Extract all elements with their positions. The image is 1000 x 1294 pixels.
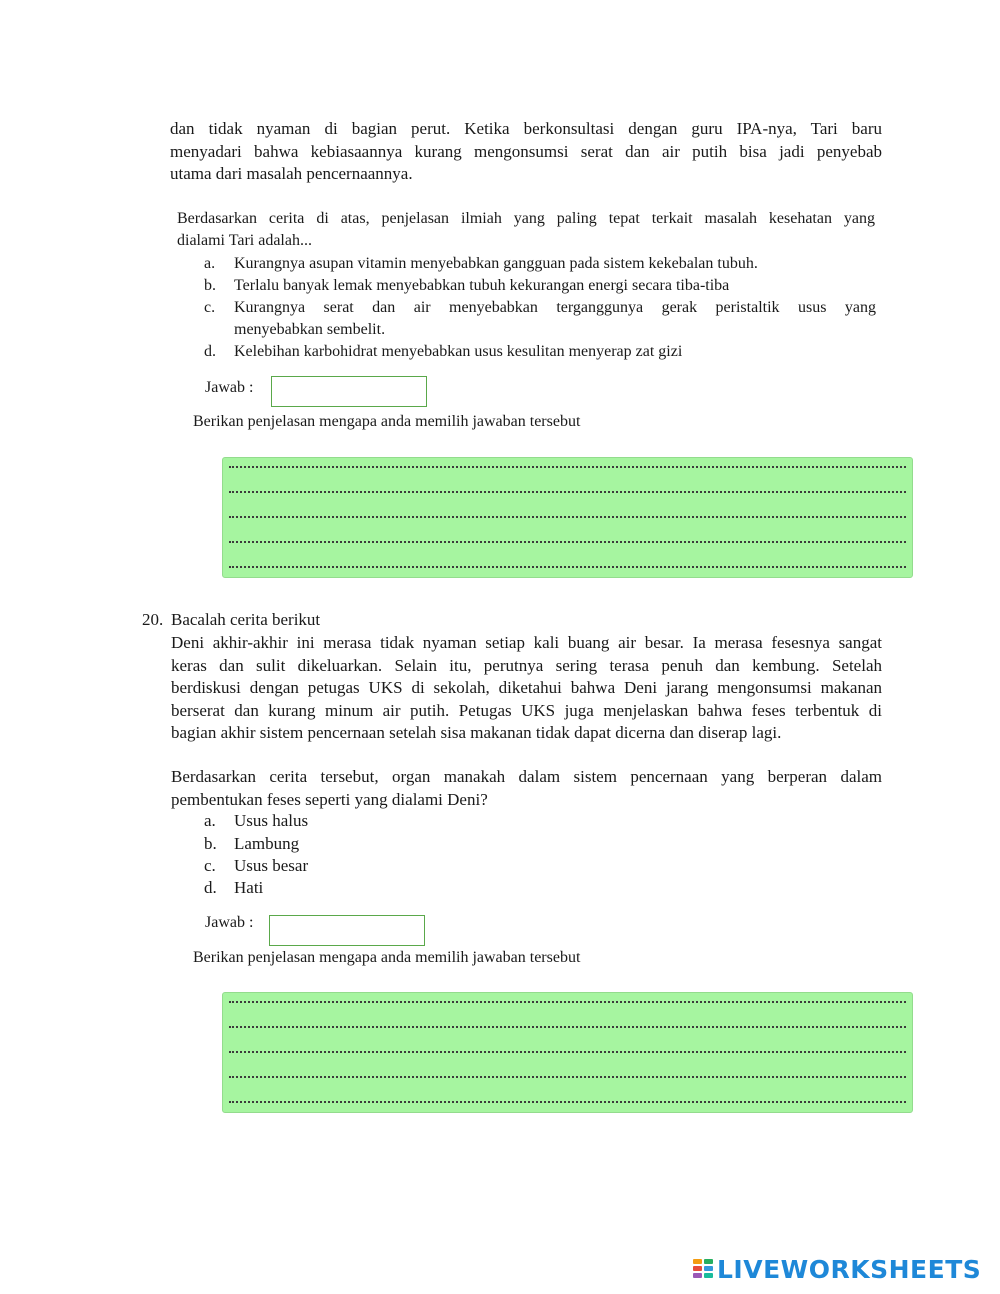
dotted-line — [229, 491, 906, 493]
dotted-line — [229, 1076, 906, 1078]
q20-title: Bacalah cerita berikut — [171, 610, 321, 629]
q20-option-a — [204, 810, 604, 832]
liveworksheets-logo-icon — [693, 1257, 715, 1281]
liveworksheets-logo — [693, 1253, 981, 1285]
option-text: Terlalu banyak lemak menyebabkan tubuh kekurangan energi secara tiba-tiba — [234, 277, 730, 294]
story-line: dan tidak nyaman di bagian perut. Ketika berkonsultasi dengan guru IPA-nya, Tari baru — [170, 119, 882, 138]
q19-option-d — [204, 341, 876, 363]
q19-option-c — [204, 297, 876, 341]
q19-jawab-label: Jawab : — [205, 379, 254, 396]
option-letter: c. — [204, 856, 216, 875]
question-line: pembentukan feses seperti yang dialami Deni? — [171, 789, 488, 809]
q20-jawab-label: Jawab : — [205, 914, 254, 931]
story-continuation — [170, 118, 882, 186]
story-line: berdiskusi dengan petugas UKS di sekolah, diketahui bahwa Deni jarang mengonsumsi makanan — [171, 678, 882, 697]
dotted-line — [229, 1051, 906, 1053]
story-line: bagian akhir sistem pencernaan setelah sisa makanan tidak dapat dicerna dan diserap lagi. — [171, 723, 782, 742]
q20-question — [171, 766, 882, 811]
q20-story — [171, 632, 882, 745]
q20-option-b — [204, 833, 604, 855]
option-letter: a. — [204, 811, 216, 830]
dotted-line — [229, 541, 906, 543]
story-line: menyadari bahwa kebiasaannya kurang mengonsumsi serat dan air putih bisa jadi penyebab — [170, 141, 882, 161]
q20-number: 20. — [142, 610, 164, 629]
q20-explanation-textarea[interactable] — [222, 992, 913, 1113]
story-line: utama dari masalah pencernaannya. — [170, 164, 413, 183]
option-text: Usus besar — [234, 856, 309, 875]
option-text: Kelebihan karbohidrat menyebabkan usus kesulitan menyerap zat gizi — [234, 343, 683, 360]
option-letter: b. — [204, 834, 217, 853]
q19-option-b — [204, 275, 876, 297]
dotted-line — [229, 1101, 906, 1103]
option-letter: d. — [204, 343, 216, 360]
liveworksheets-logo-text: LIVEWORKSHEETS — [717, 1254, 982, 1284]
q19-explanation-textarea[interactable] — [222, 457, 913, 578]
q19-question — [177, 208, 875, 252]
question-line: Berdasarkan cerita di atas, penjelasan ilmiah yang paling tepat terkait masalah kesehatan yang — [177, 210, 875, 227]
option-text: Kurangnya serat dan air menyebabkan terganggunya gerak peristaltik usus yang — [234, 299, 876, 316]
option-letter: a. — [204, 255, 216, 272]
option-letter: c. — [204, 299, 216, 316]
story-line: berserat dan kurang minum air putih. Petugas UKS juga menjelaskan bahwa feses terbentuk di — [171, 700, 882, 720]
story-line: keras dan sulit dikeluarkan. Selain itu, perutnya sering terasa penuh dan kembung. Setelah — [171, 655, 882, 675]
option-text: Hati — [234, 878, 264, 897]
option-text: Kurangnya asupan vitamin menyebabkan gangguan pada sistem kekebalan tubuh. — [234, 255, 758, 272]
q20-answer-input[interactable] — [269, 915, 425, 946]
q19-option-a — [204, 253, 876, 275]
option-letter: b. — [204, 277, 216, 294]
q19-answer-input[interactable] — [271, 376, 427, 407]
option-text: Usus halus — [234, 811, 309, 830]
dotted-line — [229, 516, 906, 518]
dotted-line — [229, 566, 906, 568]
option-letter: d. — [204, 878, 217, 897]
question-line: dialami Tari adalah... — [177, 232, 312, 249]
option-text: menyebabkan sembelit. — [234, 321, 386, 338]
story-line: Deni akhir-akhir ini merasa tidak nyaman setiap kali buang air besar. Ia merasa fesesnya sangat — [171, 633, 882, 652]
q19-explain-instruction: Berikan penjelasan mengapa anda memilih jawaban tersebut — [193, 413, 581, 430]
dotted-line — [229, 1026, 906, 1028]
q20-explain-instruction: Berikan penjelasan mengapa anda memilih jawaban tersebut — [193, 949, 581, 966]
dotted-line — [229, 1001, 906, 1003]
q20-option-d — [204, 877, 604, 899]
q20-option-c — [204, 855, 604, 877]
question-line: Berdasarkan cerita tersebut, organ manakah dalam sistem pencernaan yang berperan dalam — [171, 767, 882, 786]
dotted-line — [229, 466, 906, 468]
option-text: Lambung — [234, 834, 300, 853]
